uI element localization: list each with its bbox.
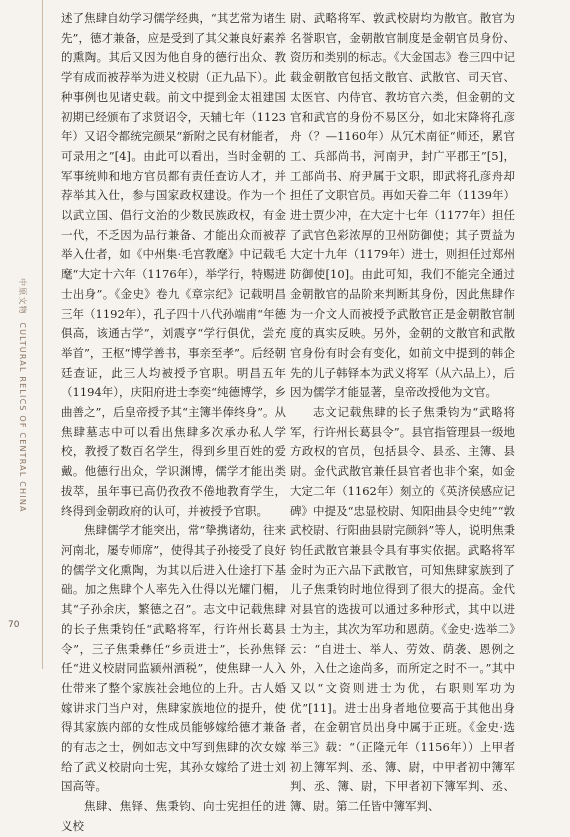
paragraph: 尉、武略将军、敦武校尉均为散官。散官为名誉职官，金朝散官制度是金朝官员身份、资历和类别的标志。《大金国志》卷三四中记载金朝散官包括文散官、武散官、司天官、太医官、内侍官、教坊官六类，但金朝的文官和武官的身份不易区分，如北宋降将孔彦舟（？—1160年）从冗术南征“师还，累官工、兵部尚书，河南尹，封广平郡王”[5]，工部尚书、府尹属于文职，即武将孔彦舟却担任了文职官员。再如天眷二年（1139年）进士贾少冲，在大定十七年（1177年）担任了武官色彩浓厚的卫州防御使；其子贾益为大定十九年（1179年）进士，则担任过郑州防御使[10]。由此可知，我们不能完全通过金朝散官的品阶来判断其身份，因此焦肆作为一介文人而被授予武散官正是金朝散官制度的真实反映。另外，金朝的文散官和武散官身份有时会有变化，如前文中提到的韩企先的儿子韩铎本为武义将军（从六品上），后因为儒学才能显著，皇帝改授他为文官。 <box>290 11 515 400</box>
left-text-column <box>61 9 286 837</box>
paragraph: 志文记载焦肆的长子焦秉钧为“武略将军，行许州长葛县令”。县官指管理县一级地方政权的官员，包括县令、县丞、主簿、县尉。金代武散官兼任县官者也非个案，如金大定二年（1162年）刻立的《英济侯感应记碑》中提及“忠显校尉、知阳曲县令史纯”“敦武校尉、行阳曲县尉完颜斜”等人，说明焦秉钧任武散官兼县令具有事实依据。武略将军金时为正六品下武散官，可知焦肆家族到了儿子焦秉钧时地位得到了很大的提高。金代对县官的选拔可以通过多种形式，其中以进士为主，其次为军功和恩荫。《金史·选举二》云：“自进士、举人、劳效、荫袭、恩例之外，入仕之途尚多，而所定之时不一。”其中又以“文资则进士为优，右职则军功为优”[11]。进士出身者地位要高于其他出身者，在金朝官员出身中属于正班。《金史·选举三》载：“（正隆元年（1156年））上甲者初上簿军判、丞、簿、尉，中甲者初中簿军判、丞、簿、尉，下甲者初下簿军判、丞、簿、尉。第二任皆中簿军判、 <box>290 405 515 814</box>
journal-title-en: CULTURAL RELICS OF CENTRAL CHINA <box>18 322 27 513</box>
right-text-column <box>290 9 515 817</box>
paragraph: 述了焦肆自幼学习儒学经典，“其艺常为诸生先”，德才兼备，应是受到了其父兼良好素养的熏陶。其后又因为他自身的德行出众、教学有成而被荐举为进义校尉（正九品下）。此种事例也见诸史载。前文中提到金太祖建国初期已经颁布了求贤诏令，天辅七年（1123年）又诏令都统完颜杲“新附之民有材能者，可录用之”[4]。由此可以看出，当时金朝的军事统帅和地方官员都有责任查访人才，并荐举其入仕，参与国家政权建设。作为一个以武立国、倡行文治的少数民族政权，有金一代，不乏因为品行兼备、才能出众而被荐举入仕者，如《中州集·毛宫教麾》中记载毛麾“大定十六年（1176年），举学行，特赐进士出身”。《金史》卷九《章宗纪》记载明昌三年（1192年），孔子四十八代孙端甫“年德俱高，该通古学”，刘震亨“学行俱优，尝充举首”，王枢“博学善书，事亲至孝”。后经朝廷查证，此三人均被授予官职。明昌五年（1194年），庆阳府进士李奕“纯德博学，乡曲善之”，后皇帝授予其“主簿半俸终身”。从焦肆墓志中可以看出焦肆多次承办私人学校，教授了数百名学生，得到乡里百姓的爱戴。他德行出众，学识渊博，儒学才能出类拔萃，虽年事已高仍孜孜不倦地教育学生，终得到金朝政府的认可，并被授予官职。 <box>61 11 286 518</box>
paragraph: 焦肆儒学才能突出，常“挚携诸幼，往来河南北，屡专师席”，使得其子孙接受了良好的儒学文化熏陶，为其以后进入仕途打下基础。加之焦肆个人率先入仕得以光耀门楣，其“子孙余庆，繁德之召”。志文中记载焦肆的长子焦秉钧任“武略将军，行许州长葛县令”，三子焦秉彝任“乡贡进士”，长孙焦铎任“进义校尉同监颍州酒税”，使焦肆一人入仕带来了整个家族社会地位的上升。古人婚嫁讲求门当户对，焦肆家族地位的提升，使得其家族内部的女性成员能够嫁给德才兼备的有志之士，例如志文中写到焦肆的次女嫁给了武义校尉向士宪，其孙女嫁给了进士刘国高等。 <box>61 523 286 794</box>
margin-rule <box>42 0 43 669</box>
journal-running-header <box>17 278 28 513</box>
paragraph: 焦肆、焦铎、焦秉钧、向士宪担任的进义校 <box>61 799 286 833</box>
journal-title-cn: 中原文物 <box>18 278 27 315</box>
page-margin-sidebar <box>0 0 54 669</box>
page-number: 70 <box>8 620 20 630</box>
